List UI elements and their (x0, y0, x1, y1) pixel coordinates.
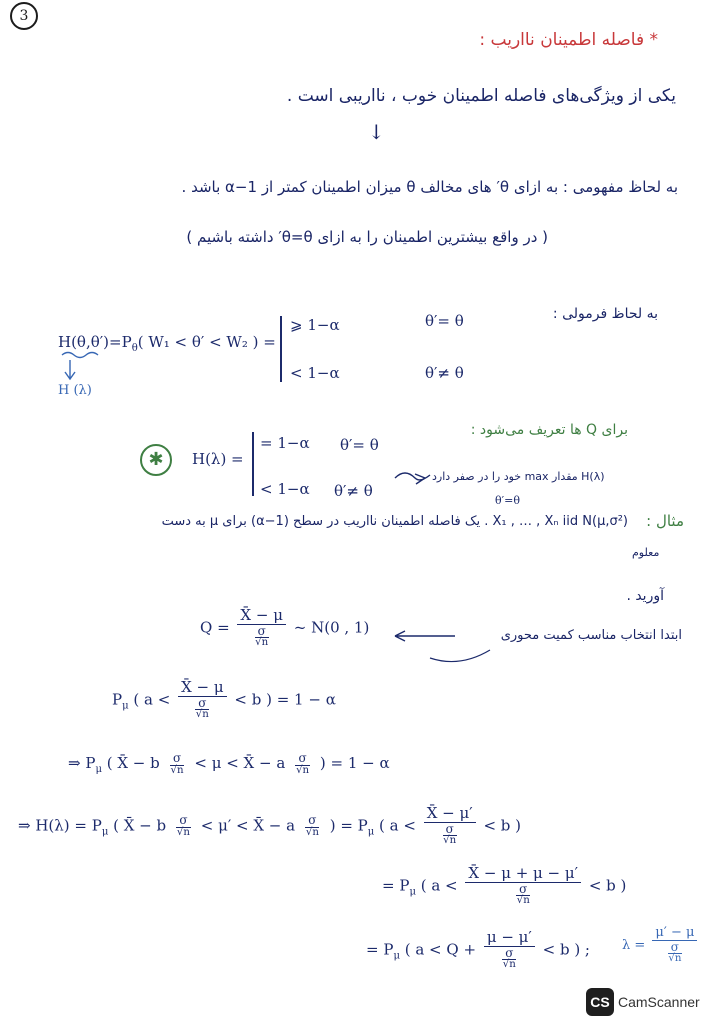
case2-condition: θ′≠ θ (425, 364, 464, 382)
Q-numerator: X̄ − μ (237, 608, 286, 625)
lambda-den-bottom: √n (668, 953, 682, 965)
p3-tail-b: < b ) (483, 816, 522, 835)
case2-value: < 1−α (290, 364, 340, 382)
Q-den-top: σ (255, 625, 269, 639)
example-label: مثال : (646, 512, 684, 530)
case3-condition: θ′= θ (340, 436, 379, 454)
p3-end: ) = P (329, 816, 368, 835)
left-arrow-icon (395, 631, 455, 641)
p2-sub: μ (95, 764, 102, 776)
lambda-den-top: σ (668, 941, 682, 955)
down-arrow-blue-icon (65, 360, 75, 379)
known-note: معلوم (632, 546, 660, 559)
camscanner-text: CamScanner (618, 994, 700, 1010)
p5-den-top: σ (502, 947, 516, 961)
p5-den-bottom: √n (502, 959, 516, 971)
Q-den-bottom: √n (255, 637, 269, 649)
p1-P: P (112, 690, 123, 709)
p2-P: ⇒ P (68, 754, 96, 773)
p2-frac1-bottom: √n (170, 764, 184, 776)
p5-sub: μ (393, 950, 400, 962)
p1-sub: μ (122, 700, 129, 712)
page-number-badge: 3 (10, 2, 38, 30)
case1-condition: θ′= θ (425, 312, 464, 330)
p3-frac2-top: σ (305, 814, 319, 828)
p3-frac1-top: σ (176, 814, 190, 828)
p3-frac2-bottom: √n (305, 826, 319, 838)
case1-value: ⩾ 1−α (290, 316, 340, 334)
p4-den-top: σ (516, 883, 530, 897)
wavy-underline (62, 353, 98, 358)
p4-b: < b ) (588, 876, 627, 895)
p4-P: = P (382, 876, 410, 895)
p1-den-bottom: √n (195, 709, 209, 721)
Q-note: برای Q ها تعریف می‌شود : (470, 422, 628, 438)
lambda-num: μ′ − μ (652, 926, 697, 941)
case4-condition: θ′≠ θ (334, 482, 373, 500)
p5-a: ( a < Q + (404, 940, 477, 959)
camscanner-logo: CS (586, 988, 614, 1016)
side-note-condition: θ′=θ (495, 494, 520, 507)
p1-close: < b ) = 1 − α (234, 690, 336, 709)
side-note-max: H(λ) مقدار max خود را در صفر دارد (432, 470, 605, 483)
p4-a: ( a < (420, 876, 458, 895)
H-lambda-equation: H(λ) = (192, 450, 244, 468)
Q-choice-note: ابتدا انتخاب مناسب کمیت محوری (500, 628, 682, 643)
Q-lhs: Q = (200, 618, 230, 637)
p2-end: ) = 1 − α (319, 754, 390, 773)
p3-tail-a: ( a < (379, 816, 416, 835)
p3-frac1-bottom: √n (176, 826, 190, 838)
lambda-lhs: λ = (622, 937, 646, 953)
p3-frac3-num: X̄ − μ′ (424, 806, 476, 823)
star-marker: ✱ (140, 444, 172, 476)
Q-distribution: ~ N(0 , 1) (293, 618, 370, 637)
p3-frac3-den-bottom: √n (443, 835, 457, 847)
p2-frac2-top: σ (295, 752, 309, 766)
p3-mid: < μ′ < X̄ − a (200, 816, 296, 835)
section-title: * فاصله اطمینان نااریب : (479, 30, 658, 50)
H-def-rhs: ( W₁ < θ′ < W₂ ) = (137, 333, 276, 351)
curve-stroke (430, 650, 490, 662)
p5-num: μ − μ′ (484, 930, 535, 947)
p2-mid: < μ < X̄ − a (194, 754, 286, 773)
example-end: آورید . (626, 588, 664, 604)
p2-rest: ( X̄ − b (106, 754, 160, 773)
H-def-lhs: H(θ,θ′)=P (58, 333, 132, 351)
p1-num: X̄ − μ (178, 680, 227, 697)
p5-P: = P (366, 940, 394, 959)
p4-num: X̄ − μ + μ − μ′ (465, 866, 581, 883)
case4-value: < 1−α (260, 480, 310, 498)
intuitive-definition: به لحاظ مفهومی : به ازای θ′ های مخالف θ میزان اطمینان کمتر از α−1 باشد . (181, 178, 678, 196)
case3-value: = 1−α (260, 434, 310, 452)
p3-sub2: μ (367, 826, 375, 838)
p4-den-bottom: √n (516, 895, 530, 907)
p1-den-top: σ (195, 697, 209, 711)
intuitive-paren-note: ( در واقع بیشترین اطمینان را به ازای θ=θ′ داشته باشیم ) (186, 228, 548, 246)
p3-rest: ( X̄ − b (113, 816, 167, 835)
p4-sub: μ (409, 886, 416, 898)
p3-frac3-den-top: σ (443, 823, 457, 837)
p3-sub: μ (101, 826, 109, 838)
p2-frac2-bottom: √n (296, 764, 310, 776)
p3-P: ⇒ H(λ) = P (18, 816, 102, 835)
p2-frac1-top: σ (170, 752, 184, 766)
down-arrow-icon: ↓ (368, 120, 385, 144)
H-def-sub: θ (131, 343, 138, 354)
intro-line: یکی از ویژگی‌های فاصله اطمینان خوب ، نااریبی است . (286, 86, 676, 106)
p1-open: ( a < (133, 690, 171, 709)
H-lambda-label: H (λ) (58, 383, 92, 398)
example-text: X₁ , … , Xₙ iid N(μ,σ²) . یک فاصله اطمینان نااریب در سطح (α−1) برای μ به دست (161, 514, 628, 529)
p5-b: < b ) ; (542, 940, 590, 959)
formal-label: به لحاظ فرمولی : (552, 306, 658, 322)
